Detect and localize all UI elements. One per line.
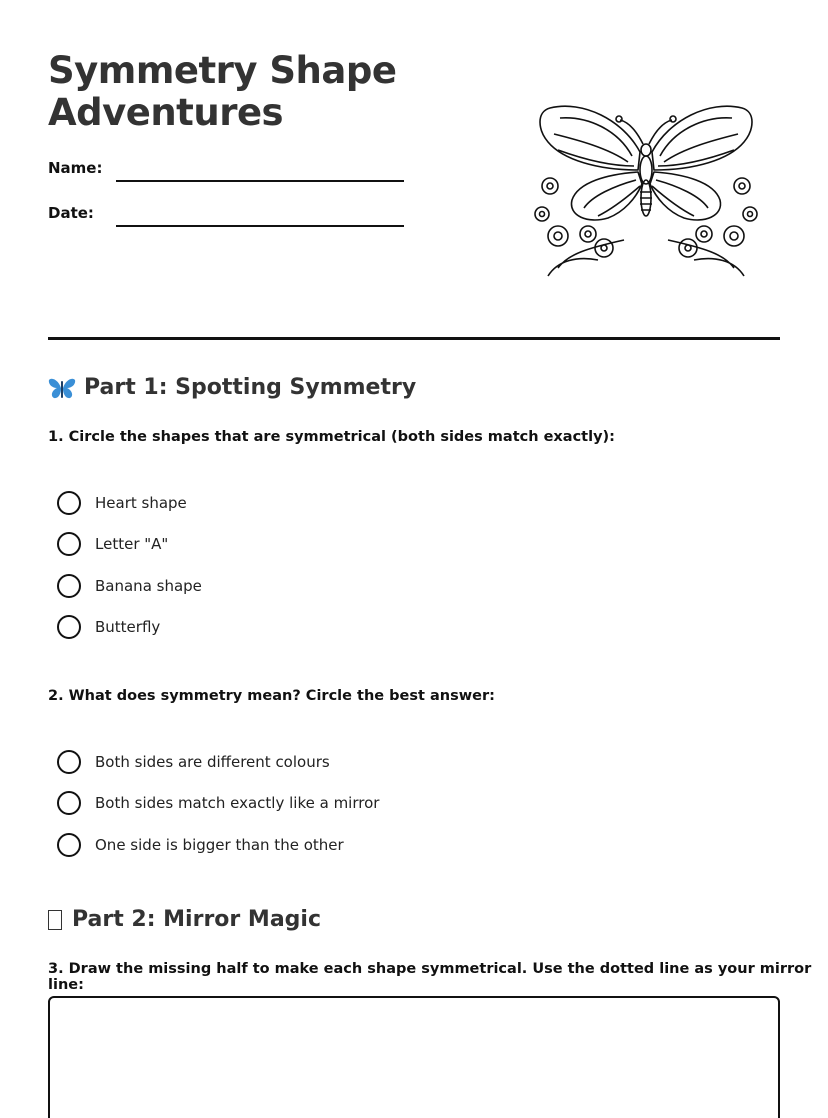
part1-heading — [48, 375, 416, 400]
question-2: 2. What does symmetry mean? Circle the best answer: — [48, 688, 495, 704]
q2-option[interactable] — [57, 791, 379, 815]
name-line[interactable] — [116, 180, 404, 182]
butterfly-icon — [48, 376, 76, 400]
q2-option-label: One side is bigger than the other — [95, 836, 344, 854]
page-title — [48, 50, 468, 134]
q1-radio[interactable] — [57, 491, 81, 515]
butterfly-illustration — [528, 100, 764, 282]
q2-radio[interactable] — [57, 750, 81, 774]
q2-radio[interactable] — [57, 791, 81, 815]
q2-radio[interactable] — [57, 833, 81, 857]
q2-option[interactable] — [57, 833, 344, 857]
section-divider — [48, 337, 780, 340]
q1-radio[interactable] — [57, 574, 81, 598]
question-3: 3. Draw the missing half to make each shape symmetrical. Use the dotted line as your mirror line: — [48, 961, 812, 993]
q1-option-label: Letter "A" — [95, 535, 169, 553]
missing-glyph-icon — [48, 910, 62, 930]
q1-radio[interactable] — [57, 615, 81, 639]
q1-option[interactable] — [57, 491, 187, 515]
title-line-1: Symmetry Shape — [48, 49, 397, 92]
part1-heading-text: Part 1: Spotting Symmetry — [84, 375, 417, 400]
q2-option-label: Both sides are different colours — [95, 753, 330, 771]
part2-heading-text: Part 2: Mirror Magic — [72, 907, 321, 932]
q1-option[interactable] — [57, 615, 160, 639]
q1-option[interactable] — [57, 574, 202, 598]
q2-option-label: Both sides match exactly like a mirror — [95, 794, 380, 812]
q1-option[interactable] — [57, 532, 168, 556]
date-label: Date: — [48, 204, 94, 222]
q1-option-label: Heart shape — [95, 494, 187, 512]
name-label: Name: — [48, 159, 103, 177]
drawing-area[interactable] — [48, 996, 780, 1118]
q1-option-label: Butterfly — [95, 618, 161, 636]
part2-heading — [48, 907, 321, 932]
date-line[interactable] — [116, 225, 404, 227]
q2-option[interactable] — [57, 750, 330, 774]
q1-option-label: Banana shape — [95, 577, 202, 595]
question-1: 1. Circle the shapes that are symmetrical (both sides match exactly): — [48, 429, 615, 445]
title-line-2: Adventures — [48, 91, 284, 134]
q1-radio[interactable] — [57, 532, 81, 556]
